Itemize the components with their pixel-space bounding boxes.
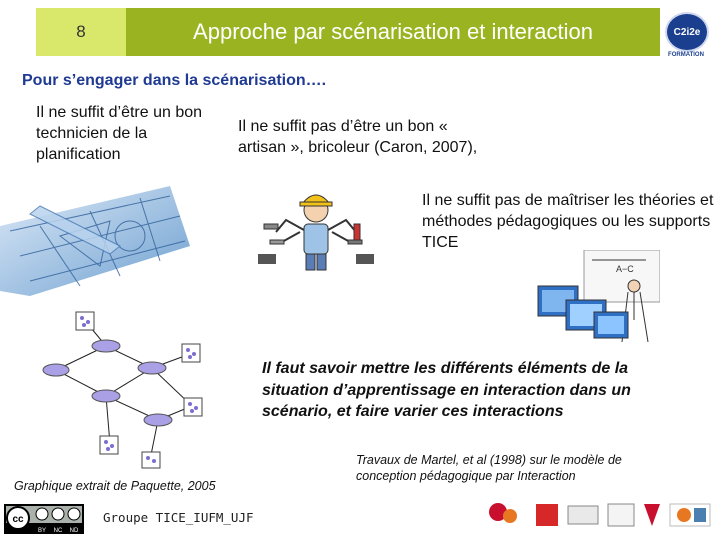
subtitle: Pour s’engager dans la scénarisation…. [22,72,327,89]
interaction-graph [40,304,240,470]
text-artisan: Il ne suffit pas d’être un bon « artisan », bricoleur (Caron, 2007), [238,118,478,156]
svg-text:A−C: A−C [616,264,634,274]
text-theories: Il ne suffit pas de maîtriser les théories et méthodes pédagogiques ou les supports TICE [422,192,714,251]
text-interaction: Il faut savoir mettre les différents éléments de la situation d’apprentissage en interaction dans un scénario, et faire varier ces interactions [262,360,631,420]
graph-caption: Graphique extrait de Paquette, 2005 [14,479,216,493]
slide-title: Approche par scénarisation et interaction [126,8,660,56]
creative-commons-badge [4,504,84,534]
cc-label-nc: NC [53,528,63,534]
footer-group: Groupe TICE_IUFM_UJF [103,510,254,525]
worker-illustration [256,180,376,272]
text-technicien: Il ne suffit d’être un bon technicien de la planification [36,104,203,163]
logo-subtext: FORMATION [668,52,704,58]
svg-text:cc: cc [12,514,24,525]
c2i2e-logo [662,10,712,60]
computers-illustration [536,250,660,342]
blueprint-image [0,186,190,296]
cc-label-by: BY [37,528,47,534]
slide-number: 8 [36,8,126,56]
partner-logos [484,500,720,530]
logo-badge: C2i2e [665,12,709,52]
martel-caption: Travaux de Martel, et al (1998) sur le modèle de conception pédagogique par Interaction [356,453,622,483]
cc-label-nd: ND [69,528,79,534]
